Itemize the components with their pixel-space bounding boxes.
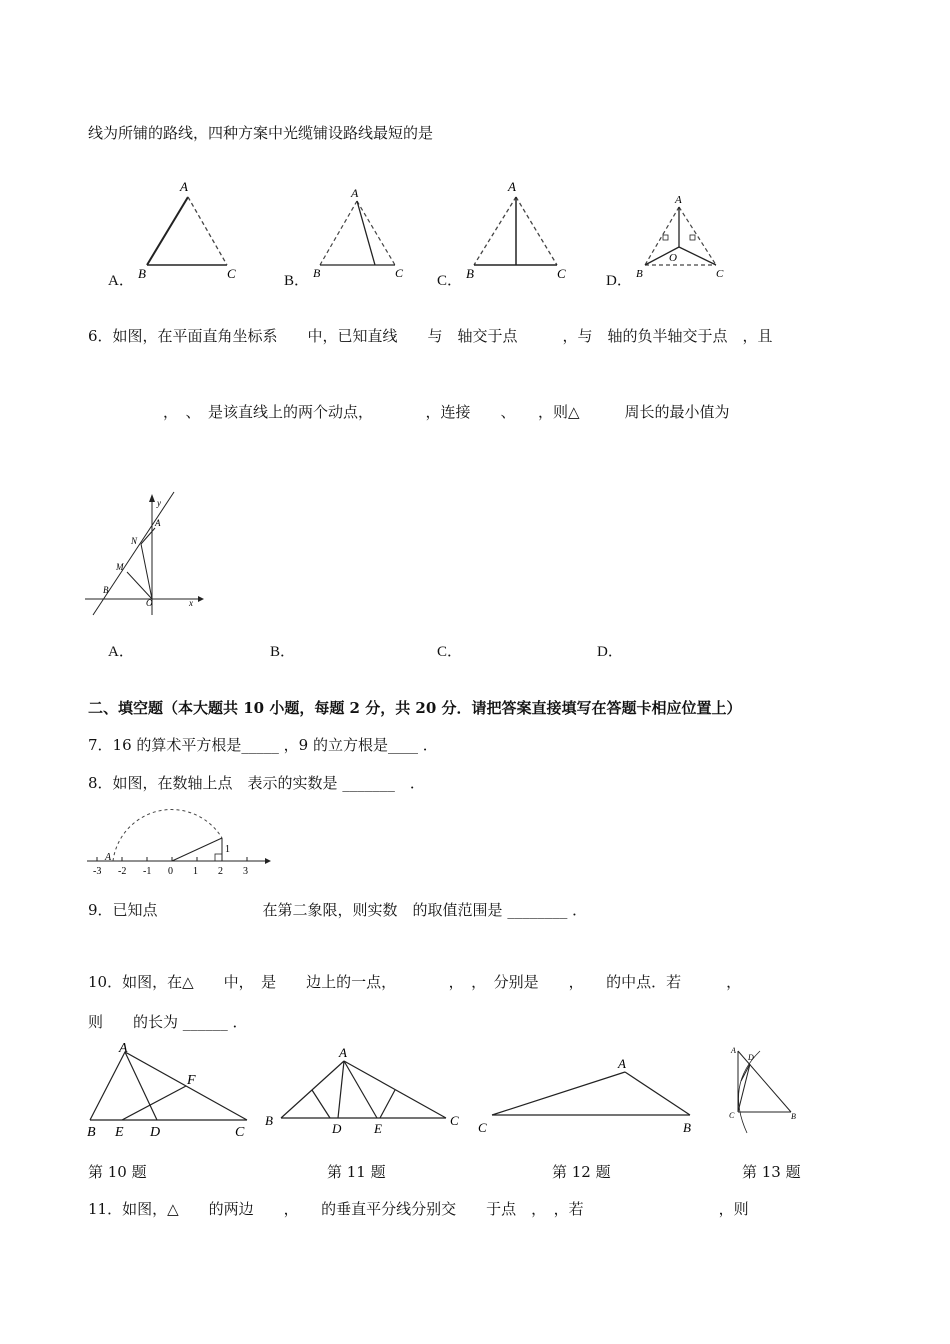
q5-figure-d [632,185,742,285]
svg-text:y: y [157,498,161,508]
svg-text:D: D [150,1125,161,1140]
q6-option-b[interactable]: B． [270,644,296,660]
q5-option-d[interactable]: D． [606,273,632,289]
q5-option-a[interactable]: A． [108,273,134,289]
tick-label: -3 [93,866,102,877]
svg-text:A: A [675,194,682,206]
caption-q13: 第 13 题 [742,1163,801,1181]
svg-text:B: B [466,266,474,281]
svg-text:C: C [478,1120,487,1135]
svg-text:B: B [103,585,109,595]
svg-text:A: A [155,518,161,528]
svg-text:C: C [729,1111,735,1120]
svg-text:B: B [87,1125,96,1140]
svg-text:A: A [105,852,112,863]
pt-c: C [227,266,236,281]
q6-line2: ， 、 是该直线上的两个动点， ，连接 、 ，则△ 周长的最小值为 [88,403,730,421]
tick-label: -1 [143,866,152,877]
svg-text:A: A [119,1041,128,1056]
svg-text:M: M [116,562,124,572]
svg-text:E: E [115,1125,124,1140]
svg-text:A: A [508,179,516,194]
q6-option-c[interactable]: C． [437,644,463,660]
svg-text:A: A [351,186,359,200]
svg-text:A: A [339,1045,347,1060]
section-heading: 二、填空题（本大题共 10 小题，每题 2 分，共 20 分．请把答案直接填写在答题卡相应位置上） [88,699,742,717]
tick-label: 0 [168,866,173,877]
q10-line2: 则 的长为 ______ ． [88,1013,248,1031]
svg-text:N: N [131,536,138,546]
q10-line1: 10．如图，在△ 中， 是 边上的一点， ， ， 分别是 ， 的中点．若 ， [88,973,742,991]
svg-text:B: B [791,1112,796,1121]
q5-option-b[interactable]: B． [284,273,310,289]
svg-text:C: C [450,1113,459,1128]
q8-text: 8．如图，在数轴上点 表示的实数是 _______ ． [88,774,425,792]
q5-figure-c [460,175,580,285]
svg-text:B: B [683,1120,691,1135]
figure-10 [85,1040,260,1140]
caption-q12: 第 12 题 [552,1163,611,1181]
svg-text:F: F [187,1073,196,1088]
svg-text:C: C [716,268,724,280]
svg-text:x: x [189,598,193,608]
figure-13 [725,1045,810,1135]
q5-figure-a [130,175,250,285]
tick-label: 1 [193,866,198,877]
svg-text:1: 1 [225,844,230,855]
q9-text: 9．已知点 在第二象限，则实数 的取值范围是 ________ ． [88,901,588,919]
q7-text: 7．16 的算术平方根是_____ ，9 的立方根是____ ． [88,736,438,754]
svg-text:D: D [332,1121,342,1136]
svg-text:O: O [669,252,677,264]
q8-number-line [85,808,285,878]
svg-text:O: O [146,598,153,608]
q6-option-d[interactable]: D． [597,644,623,660]
svg-text:D: D [748,1053,754,1062]
figure-12 [475,1050,700,1135]
svg-text:E: E [374,1121,382,1136]
svg-text:B: B [313,266,321,280]
q6-option-a[interactable]: A． [108,644,134,660]
q11-text: 11．如图，△ 的两边 ， 的垂直平分线分别交 于点 ， ，若 ，则 [88,1200,749,1218]
q5-option-c[interactable]: C． [437,273,463,289]
pt-a: A [180,179,188,194]
svg-text:C: C [235,1125,245,1140]
tick-label: -2 [118,866,127,877]
q6-line1: 6．如图，在平面直角坐标系 中，已知直线 与 轴交于点 ，与 轴的负半轴交于点 ，且 [88,327,773,345]
svg-text:C: C [395,266,404,280]
q5-figure-b [305,185,415,285]
tick-label: 2 [218,866,223,877]
svg-text:A: A [618,1056,626,1071]
svg-text:A: A [731,1046,736,1055]
tick-label: 3 [243,866,248,877]
caption-q10: 第 10 题 [88,1163,147,1181]
figure-11 [262,1045,467,1145]
svg-text:B: B [636,268,643,280]
pt-b: B [138,266,146,281]
caption-q11: 第 11 题 [327,1163,386,1181]
svg-text:B: B [265,1113,273,1128]
q5-intro: 线为所铺的路线，四种方案中光缆铺设路线最短的是 [88,124,434,142]
q6-figure [85,490,210,615]
svg-text:C: C [557,266,566,281]
